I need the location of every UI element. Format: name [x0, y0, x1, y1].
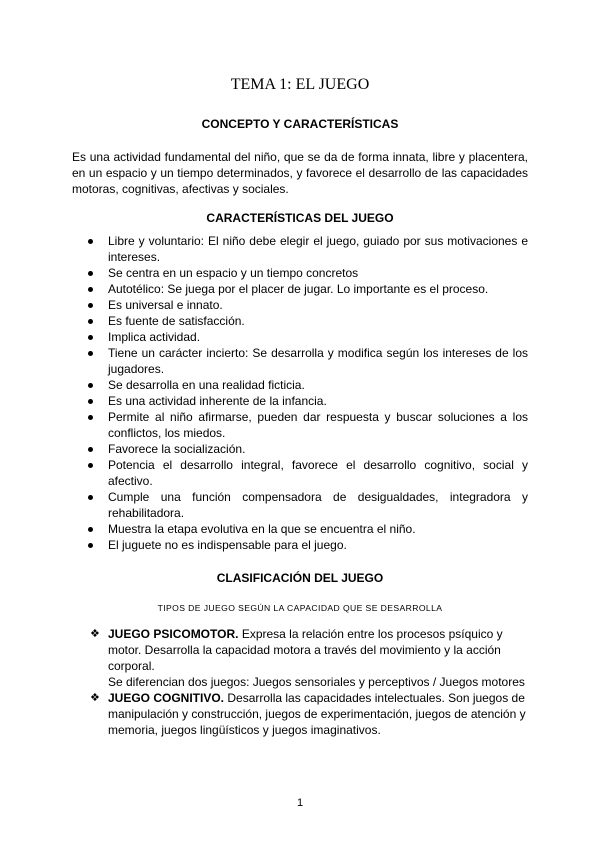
list-item: Es fuente de satisfacción. [72, 313, 528, 329]
list-item: Permite al niño afirmarse, pueden dar respuesta y buscar soluciones a los conflictos, los miedos. [72, 409, 528, 441]
list-item: El juguete no es indispensable para el juego. [72, 537, 528, 553]
bullet-icon [88, 351, 93, 356]
diamond-bullet-icon: ❖ [90, 691, 100, 704]
list-item: Es una actividad inherente de la infancia. [72, 393, 528, 409]
bullet-icon [88, 399, 93, 404]
list-item: Cumple una función compensadora de desigualdades, integradora y rehabilitadora. [72, 489, 528, 521]
list-item: Tiene un carácter incierto: Se desarrolla y modifica según los intereses de los jugadores. [72, 345, 528, 377]
page-title: TEMA 1: EL JUEGO [230, 76, 370, 93]
list-item: Se desarrolla en una realidad ficticia. [72, 377, 528, 393]
type-description: Expresa la relación entre los procesos psíquico y motor. Desarrolla la capacidad motora a través del movimiento y la acción corporal. [108, 627, 503, 673]
list-item: Muestra la etapa evolutiva en la que se encuentra el niño. [72, 521, 528, 537]
page-number: 1 [296, 797, 304, 809]
bullet-icon [88, 239, 93, 244]
characteristics-heading: CARACTERÍSTICAS DEL JUEGO [206, 211, 394, 225]
classification-subheading: TIPOS DE JUEGO SEGÚN LA CAPACIDAD QUE SE DESARROLLA [157, 603, 443, 613]
bullet-icon [88, 463, 93, 468]
list-item: Favorece la socialización. [72, 441, 528, 457]
type-name: JUEGO PSICOMOTOR. [108, 627, 239, 641]
bullet-icon [88, 335, 93, 340]
classification-heading: CLASIFICACIÓN DEL JUEGO [216, 571, 384, 585]
bullet-icon [88, 319, 93, 324]
list-item [72, 626, 528, 690]
bullet-icon [88, 495, 93, 500]
type-extra: Se diferencian dos juegos: Juegos sensoriales y perceptivos / Juegos motores [108, 675, 525, 689]
game-types-list [72, 626, 528, 738]
bullet-icon [88, 447, 93, 452]
bullet-icon [88, 303, 93, 308]
list-item: Implica actividad. [72, 329, 528, 345]
list-item: Libre y voluntario: El niño debe elegir el juego, guiado por sus motivaciones e intereses. [72, 233, 528, 265]
characteristics-list [72, 233, 528, 553]
list-item: Es universal e innato. [72, 297, 528, 313]
concept-heading: CONCEPTO Y CARACTERÍSTICAS [201, 117, 399, 131]
concept-paragraph: Es una actividad fundamental del niño, que se da de forma innata, libre y placentera, en un espacio y un tiempo determinados, y favorece el desarrollo de las capacidades motoras, cognitivas, afectivas y sociales. [72, 150, 528, 196]
list-item: Se centra en un espacio y un tiempo concretos [72, 265, 528, 281]
bullet-icon [88, 527, 93, 532]
type-description: Desarrolla las capacidades intelectuales. Son juegos de manipulación y construcción, juegos de experimentación, juegos de atención y memoria, juegos lingüísticos y juegos imaginativos. [108, 691, 526, 737]
bullet-icon [88, 383, 93, 388]
bullet-icon [88, 543, 93, 548]
type-name: JUEGO COGNITIVO. [108, 691, 225, 705]
bullet-icon [88, 287, 93, 292]
list-item: Autotélico: Se juega por el placer de jugar. Lo importante es el proceso. [72, 281, 528, 297]
list-item: Potencia el desarrollo integral, favorece el desarrollo cognitivo, social y afectivo. [72, 457, 528, 489]
bullet-icon [88, 271, 93, 276]
diamond-bullet-icon: ❖ [90, 627, 100, 640]
bullet-icon [88, 415, 93, 420]
list-item [72, 690, 528, 738]
